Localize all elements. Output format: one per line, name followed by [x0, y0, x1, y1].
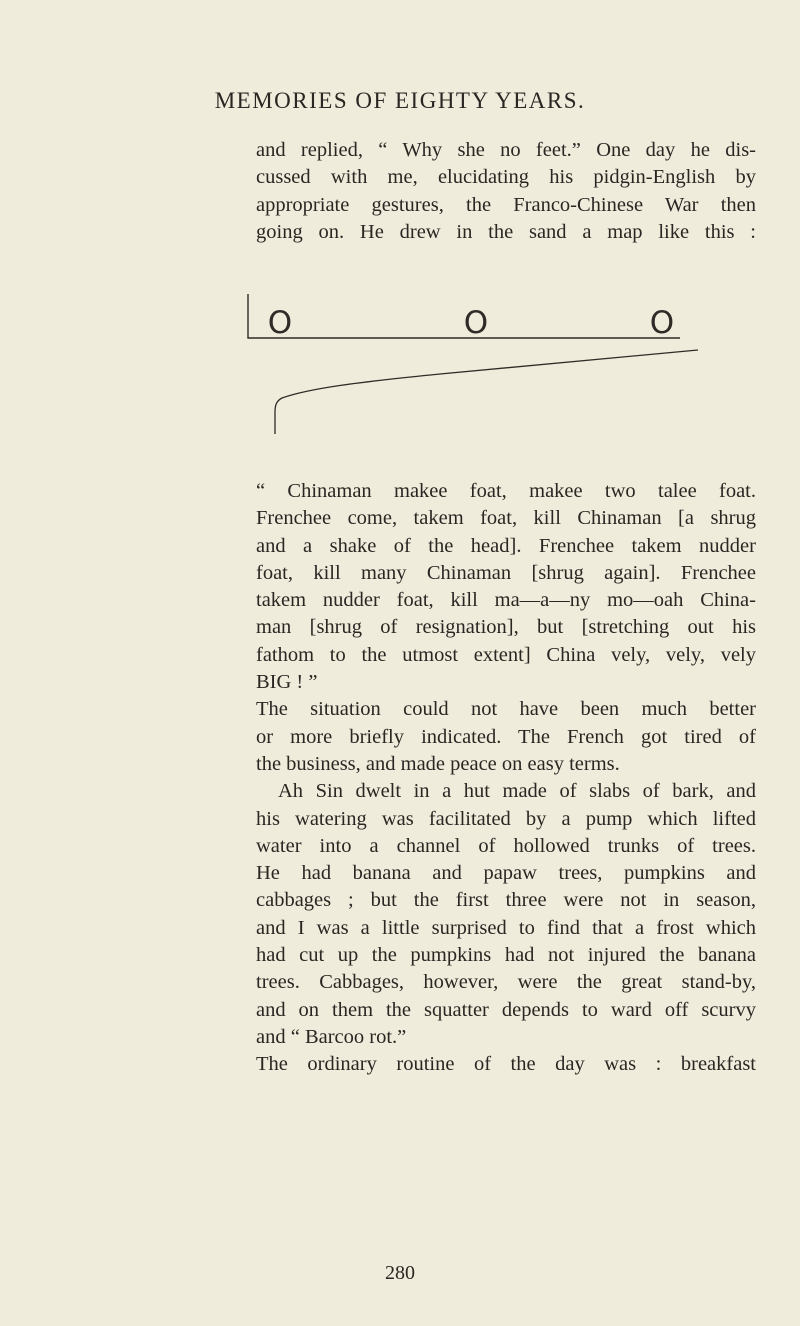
situation-paragraph — [256, 696, 756, 778]
text-line: or more briefly indicated. The French got tired of — [256, 725, 756, 748]
text-line: cabbages ; but the first three were not in season, — [256, 889, 756, 912]
text-line: water into a channel of hollowed trunks of trees. — [256, 834, 756, 857]
text-line: and I was a little surprised to find that a frost which — [256, 916, 756, 939]
text-line: He had banana and papaw trees, pumpkins and — [256, 862, 756, 885]
text-line: “ Chinaman makee foat, makee two talee foat. — [256, 480, 756, 502]
text-line: trees. Cabbages, however, were the great stand-by, — [256, 971, 756, 994]
text-line: his watering was facilitated by a pump which lifted — [256, 807, 756, 830]
text-line: the business, and made peace on easy terms. — [256, 752, 620, 775]
border-curve — [275, 350, 698, 434]
text-line: going on. He drew in the sand a map like this : — [256, 220, 756, 243]
fort-mark-2: O — [463, 305, 489, 341]
fort-mark-3: O — [649, 305, 675, 341]
sand-map-figure — [240, 288, 700, 434]
text-line: had cut up the pumpkins had not injured the banana — [256, 944, 756, 967]
ah-sin-paragraph — [256, 778, 756, 1051]
text-line: The ordinary routine of the day was : breakfast — [256, 1053, 756, 1076]
text-line: man [shrug of resignation], but [stretching out his — [256, 616, 756, 639]
text-line: BIG ! ” — [256, 671, 318, 694]
text-line: and a shake of the head]. Frenchee takem nudder — [256, 534, 756, 557]
text-line: The situation could not have been much better — [256, 698, 756, 721]
text-line: and replied, “ Why she no feet.” One day he dis- — [256, 139, 756, 161]
intro-paragraph — [256, 137, 756, 246]
running-title: MEMORIES OF EIGHTY YEARS. — [214, 88, 586, 113]
body-text — [256, 478, 756, 1079]
text-line: Ah Sin dwelt in a hut made of slabs of bark, and — [278, 780, 756, 803]
dialogue-paragraph — [256, 478, 756, 696]
text-line: cussed with me, elucidating his pidgin-English by — [256, 166, 756, 189]
text-line: foat, kill many Chinaman [shrug again]. Frenchee — [256, 561, 756, 584]
text-line: appropriate gestures, the Franco-Chinese War then — [256, 193, 756, 216]
text-line: fathom to the utmost extent] China vely, vely, vely — [256, 643, 756, 666]
text-line: takem nudder foat, kill ma—a—ny mo—oah China- — [256, 589, 756, 612]
text-line: Frenchee come, takem foat, kill Chinaman [a shrug — [256, 507, 756, 530]
fort-mark-1: O — [267, 305, 293, 341]
page-number: 280 — [385, 1262, 415, 1284]
text-line: and on them the squatter depends to ward off scurvy — [256, 998, 756, 1021]
routine-paragraph — [256, 1051, 756, 1078]
text-line: and “ Barcoo rot.” — [256, 1025, 407, 1048]
